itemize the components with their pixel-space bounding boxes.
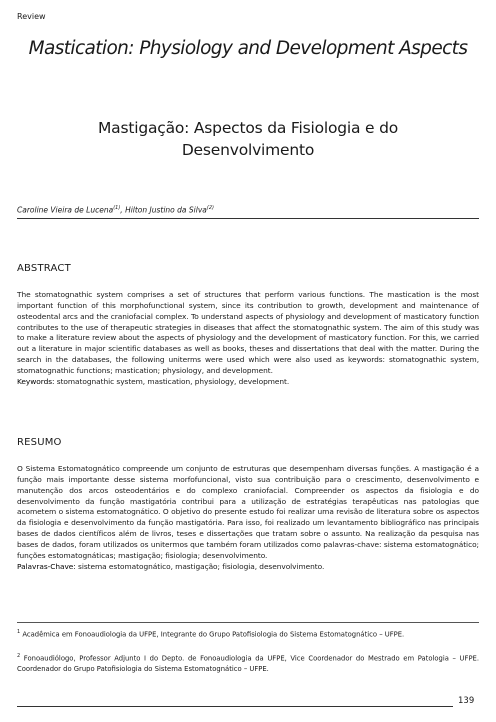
abstract-text: The stomatognathic system comprises a set of structures that perform various functions. The mastication is the most important function of this morphofunctional system, since its contribution to growth, development and maintenance of osteodental arcs and the craniofacial complex. To understand aspects of physiology and development of masticatory function contributes to the use of therapeutic strategies in diseases that affect the stomatognathic system. The aim of this study was to make a literature review about the aspects of physiology and the development of masticatory function. For this, we carried out a literature in major scientific databases as well as books, theses and dissertations that deal with the matter. During the search in the databases, the following uniterms were used which were also used as keywords: stomatognathic system, stomatognathic functions; mastication; physiology, and development. [17,290,479,375]
article-title-english: Mastication: Physiology and Development Aspects [28,38,468,59]
footnote-mark: 2 [17,653,21,659]
footnote-text: Fonoaudiólogo, Professor Adjunto I do Depto. de Fonoaudiologia da UFPE, Vice Coordenador do Mestrado em Patologia – UFPE. Coordenador do Grupo Patofisiologia do Sistema Estomatognático – UFPE. [17,654,479,673]
article-title-portuguese: Mastigação: Aspectos da Fisiologia e do Desenvolvimento [97,119,399,159]
affiliation-mark: (1) [113,205,121,211]
abstract-heading: ABSTRACT [17,263,71,274]
footnote-text: Acadêmica em Fonoaudiologia da UFPE, Integrante do Grupo Patofisiologia do Sistema Estomatognático – UFPE. [20,630,405,639]
page-number: 139 [458,696,475,706]
page-footer-rule [17,706,453,707]
resumo-body [17,464,479,572]
abstract-body [17,290,479,388]
author-name: Caroline Vieira de Lucena [17,205,114,215]
author-divider [17,218,479,219]
footnote [17,627,479,640]
resumo-heading: RESUMO [17,437,62,448]
affiliation-mark: (2) [206,205,214,211]
section-label: Review [17,12,46,21]
footnote-mark: 1 [17,629,21,635]
keywords-text: stomatognathic system, mastication, physiology, development. [54,376,290,386]
keywords-label: Keywords: [17,376,55,386]
footnote-divider [17,622,479,623]
author-name: Hilton Justino da Silva [125,205,207,215]
footnote [17,651,479,674]
author-line [17,205,214,215]
palavras-chave-text: sistema estomatognático, mastigação; fisiologia, desenvolvimento. [75,561,325,571]
resumo-text: O Sistema Estomatognático compreende um conjunto de estruturas que desempenham diversas funções. A mastigação é a função mais importante desse sistema morfofuncional, visto sua contribuição para o crescimento, desenvolvimento e manutenção dos arcos osteodentários e do complexo craniofacial. Compreender os aspectos da fisiologia e do desenvolvimento da função mastigatória contribui para a utilização de estratégias terapêuticas nas patologias que acometem o sistema estomatognático. O objetivo do presente estudo foi realizar uma revisão de literatura sobre os aspectos da fisiologia e desenvolvimento da função mastigatória. Para isso, foi realizado um levantamento bibliográfico nas principais bases de dados científicos além de livros, teses e dissertações que tratam sobre o assunto. Na realização da pesquisa nas bases de dados, foram utilizados os unitermos que também foram utilizados como palavras-chave: sistema estomatognático; funções estomatognáticas; mastigação; fisiologia; desenvolvimento. [17,464,479,560]
palavras-chave-label: Palavras-Chave: [17,561,76,571]
author-separator: , [120,205,126,215]
